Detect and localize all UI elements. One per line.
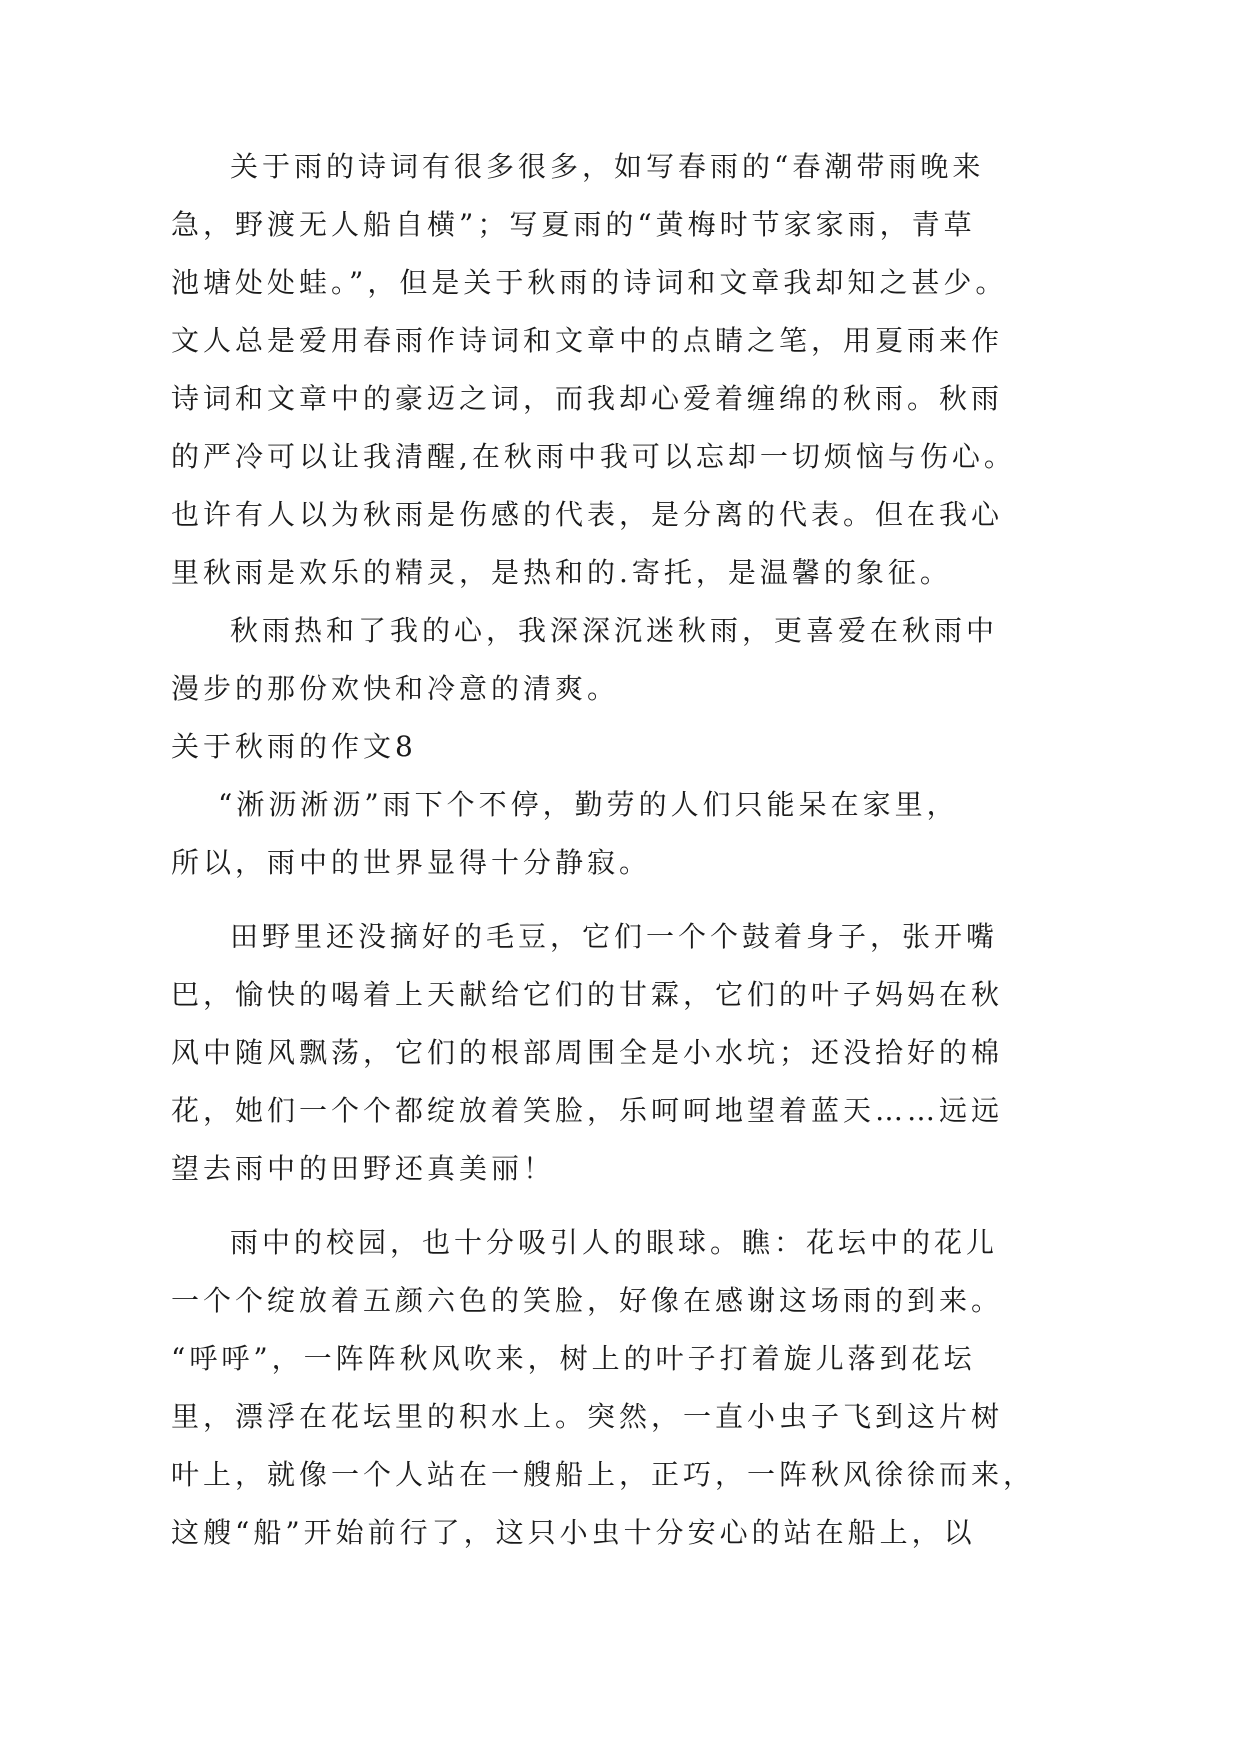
line-text: 文人总是爱用春雨作诗词和文章中的点睛之笔，用夏雨来作 bbox=[171, 324, 1004, 357]
line-text: 的严冷可以让我清醒,在秋雨中我可以忘却一切烦恼与伤心。 bbox=[171, 440, 1016, 473]
text-line bbox=[0, 253, 1241, 313]
line-text: 这艘“船”开始前行了，这只小虫十分安心的站在船上，以 bbox=[171, 1516, 976, 1549]
line-text: 里，漂浮在花坛里的积水上。突然，一直小虫子飞到这片树 bbox=[171, 1400, 1004, 1433]
line-text: 秋雨热和了我的心，我深深沉迷秋雨，更喜爱在秋雨中 bbox=[230, 614, 999, 647]
text-line bbox=[0, 775, 1241, 835]
line-text: 急，野渡无人船自横”；写夏雨的“黄梅时节家家雨，青草 bbox=[171, 208, 976, 241]
heading-text: 关于秋雨的作文8 bbox=[171, 730, 417, 763]
text-line bbox=[0, 1213, 1241, 1273]
line-text: 漫步的那份欢快和冷意的清爽。 bbox=[171, 672, 620, 705]
text-line bbox=[0, 543, 1241, 603]
text-line bbox=[0, 907, 1241, 967]
text-line bbox=[0, 965, 1241, 1025]
text-line bbox=[0, 485, 1241, 545]
line-text: 里秋雨是欢乐的精灵，是热和的.寄托，是温馨的象征。 bbox=[171, 556, 952, 589]
text-line bbox=[0, 195, 1241, 255]
text-line bbox=[0, 1445, 1241, 1505]
line-text: “呼呼”，一阵阵秋风吹来，树上的叶子打着旋儿落到花坛 bbox=[171, 1342, 976, 1375]
text-line bbox=[0, 311, 1241, 371]
text-line bbox=[0, 833, 1241, 893]
text-line bbox=[0, 1271, 1241, 1331]
text-line bbox=[0, 1329, 1241, 1389]
text-line bbox=[0, 1139, 1241, 1199]
line-text: 叶上，就像一个人站在一艘船上，正巧，一阵秋风徐徐而来， bbox=[171, 1458, 1036, 1491]
text-line bbox=[0, 1503, 1241, 1563]
line-text: 一个个绽放着五颜六色的笑脸，好像在感谢这场雨的到来。 bbox=[171, 1284, 1004, 1317]
text-line bbox=[0, 601, 1241, 661]
text-line bbox=[0, 427, 1241, 487]
line-text: 诗词和文章中的豪迈之词，而我却心爱着缠绵的秋雨。秋雨 bbox=[171, 382, 1004, 415]
line-text: 田野里还没摘好的毛豆，它们一个个鼓着身子，张开嘴 bbox=[230, 920, 999, 953]
text-line bbox=[0, 1081, 1241, 1141]
line-text: 雨中的校园，也十分吸引人的眼球。瞧：花坛中的花儿 bbox=[230, 1226, 999, 1259]
line-text: 风中随风飘荡，它们的根部周围全是小水坑；还没拾好的棉 bbox=[171, 1036, 1004, 1069]
line-text: 关于雨的诗词有很多很多，如写春雨的“春潮带雨晚来 bbox=[230, 150, 985, 183]
line-text: 巴，愉快的喝着上天献给它们的甘霖，它们的叶子妈妈在秋 bbox=[171, 978, 1004, 1011]
line-text: 也许有人以为秋雨是伤感的代表，是分离的代表。但在我心 bbox=[171, 498, 1004, 531]
line-text: 望去雨中的田野还真美丽！ bbox=[171, 1152, 556, 1185]
line-text: 所以，雨中的世界显得十分静寂。 bbox=[171, 846, 652, 879]
line-text: 花，她们一个个都绽放着笑脸，乐呵呵地望着蓝天……远远 bbox=[171, 1094, 1004, 1127]
line-text: 池塘处处蛙。”，但是关于秋雨的诗词和文章我却知之甚少。 bbox=[171, 266, 1008, 299]
text-line bbox=[0, 137, 1241, 197]
section-heading bbox=[0, 717, 1241, 777]
text-line bbox=[0, 1023, 1241, 1083]
text-line bbox=[0, 369, 1241, 429]
text-line bbox=[0, 1387, 1241, 1447]
line-text: “淅沥淅沥”雨下个不停，勤劳的人们只能呆在家里， bbox=[218, 788, 959, 821]
text-line bbox=[0, 659, 1241, 719]
